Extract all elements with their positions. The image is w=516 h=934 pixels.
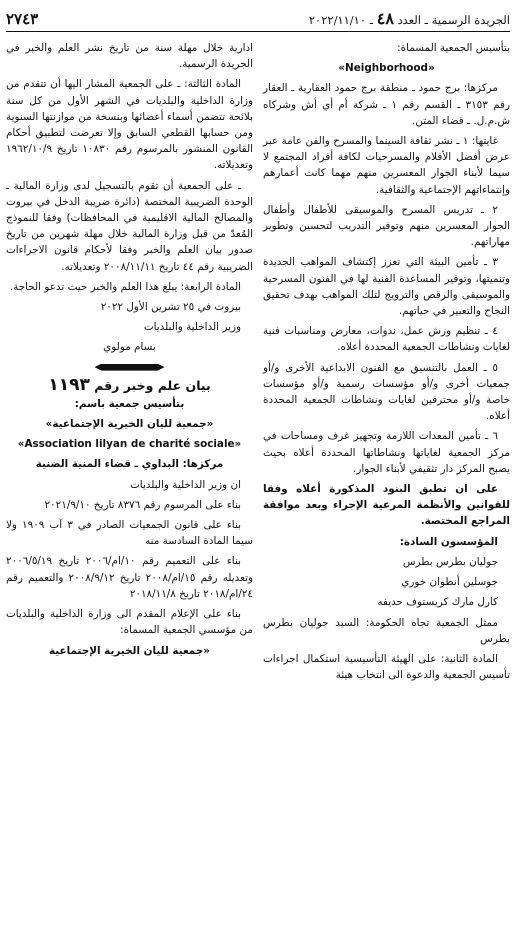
journal-title (309, 9, 510, 28)
minister-name: بسام مولوي (103, 341, 156, 354)
condition-text: على ان تطبق البنود المذكورة أعلاه وفقا للقوانين والأنظمة المرعية الإجراء وبعد موافقة المراجع المختصة. (263, 483, 510, 528)
representative: ممثل الجمعية تجاه الحكومة: السيد جوليان بطرس بطرس (263, 616, 510, 645)
notice-number: ١١٩٣ (48, 374, 90, 395)
goal-6: ٦ ـ تأمين المعدات اللازمة وتجهيز غرف ومساحات في مركز الجمعية لغاياتها ونشاطاتها المحددة أعلاه بحيث يصبح المركز دار تثقيفي لأبناء الجوار. (263, 430, 510, 475)
issue-number: ٤٨ (376, 9, 394, 28)
founder-1: جوليان بطرس بطرس (402, 555, 498, 568)
left-column (6, 40, 253, 687)
minister-intro: ان وزير الداخلية والبلديات (130, 478, 241, 491)
journal-name: الجريدة الرسمية ـ العدد (397, 13, 510, 27)
notice-title (6, 374, 253, 395)
basis-1: بناء على المرسوم رقم ٨٣٧٦ تاريخ ٢٠٢١/٩/١٠ (44, 498, 241, 511)
continued-text: ادارية خلال مهلة سنة من تاريخ نشر العلم والخبر في الجريدة الرسمية. (6, 42, 253, 71)
goal-5: ٥ ـ العمل بالتنسيق مع الفنون الابداعية الأخرى و/أو جمعيات أخرى و/أو مؤسسات رسمية و/أو مؤسسات خاصة و/أو محترفين لغايات ونشاطات الجمعية المحددة أعلاه. (263, 361, 510, 423)
basis-4: بناء على الإعلام المقدم الى وزارة الداخلية والبلديات من مؤسسي الجمعية المسماة: (6, 608, 253, 637)
seat-text: مركزها: برج حمود ـ منطقة برج حمود العقارية ـ العقار رقم ٣١٥٣ ـ القسم رقم ١ ـ شركة أم أي أش وشركاه ش.م.ل. ـ قضاء المتن. (263, 82, 510, 127)
founder-2: جوسلين أنطوان خوري (401, 576, 498, 589)
basis-3: بناء على التعميم رقم ١٠/ام/٢٠٠٦ تاريخ ٢٠٠٦/٥/١٩ وتعديله رقم ١٥/ام/٢٠٠٨ تاريخ ٢٠٠٨/٩/١٢ والتعميم رقم ٢٤/ام/٢٠١٨ تاريخ ٢٠١٨/١١/٨ (6, 555, 253, 600)
article-3: المادة الثالثة: ـ على الجمعية المشار اليها أن تتقدم من وزارة الداخلية والبلديات في الشهر الأول من كل سنة بلائحة تتضمن أسماء أعضائها وبنسخة من موازنتها السنوية ومن حسابها القطعي السابق وإلا تعرضت لتطبيق أحكام القانون المنشور بالمرسوم رقم ١٠٨٣٠ تاريخ ١٩٦٢/١٠/٩ وتعديلاته. (6, 78, 253, 172)
founder-3: كارل مارك كريستوف حديفه (377, 596, 498, 609)
association-name: «Neighborhood» (338, 62, 435, 75)
goal-3: ٣ ـ تأمين البيئة التي تعزز إكتشاف المواهب الجديدة وتنميتها، وتوفير المساعدة الفنية لها في الفنون المسرحية والموسيقى والرقص والترويج لتلك المواهب بهدف تحقيق النجاح والتعبير في حياتهم. (263, 256, 510, 318)
association-name-fr: «Association lilyan de charité sociale» (17, 438, 242, 451)
goal-2: ٢ ـ تدريس المسرح والموسيقى للأطفال وأطفال الجوار المعسرين منهم وتوفير التدريب لتحسين وتطوير مهاراتهم. (263, 203, 510, 249)
intro-text: بتأسيس الجمعية المسماة: (397, 42, 510, 54)
minister-title: وزير الداخلية والبلديات (143, 321, 241, 334)
association-seat: مركزها: البداوي ـ قضاء المنية الضنية (35, 458, 224, 471)
association-name-ar-2: «جمعية لليان الخيرية الإجتماعية (49, 644, 210, 657)
finance-registration: ـ على الجمعية أن تقوم بالتسجيل لدى وزارة المالية ـ الوحدة الضريبية المختصة (دائرة ضريبة الدخل في بيروت والمصالح المالية الاقليمية في المحافظات) وفقا للنموذج المُعدّ من قبل وزارة المالية خلال مهلة شهرين من تاريخ صدور بيان العلم والخبر وفقا لأحكام قانون الاجراءات الضريبية رقم ٤٤ تاريخ ٢٠٠٨/١١/١١ وتعديلاته. (6, 179, 253, 273)
notice-prefix: بيان علم وخبر رقم (94, 377, 211, 393)
place-date: بيروت في ٢٥ تشرين الأول ٢٠٢٢ (100, 301, 241, 314)
article-2: المادة الثانية: على الهيئة التأسيسية استكمال اجراءات تأسيس الجمعية والدعوة الى انتخاب هيئة (263, 652, 510, 682)
page-header (6, 6, 510, 32)
issue-date: ـ ٢٠٢٢/١١/١٠ (308, 13, 374, 27)
page-number: ٢٧٤٣ (6, 10, 39, 28)
article-4: المادة الرابعة: يبلغ هذا العلم والخبر حيث تدعو الحاجة. (9, 280, 241, 293)
right-column (263, 40, 510, 687)
goal-1: غايتها: ١ ـ نشر ثقافة السينما والمسرح والفن عامة عبر عرض أفضل الأفلام والمسرحيات لكافة أفراد المجتمع لا سيما لأبناء الجوار المعسرين منهم مهما كانت أعمارهم وإنتماءاتهم الإجتماعية والثقافية. (263, 135, 510, 196)
columns (6, 40, 510, 687)
goal-4: ٤ ـ تنظيم ورش عمل، ندوات، معارض ومناسبات فنية لغايات ونشاطات الجمعية المحددة أعلاه. (263, 325, 510, 354)
founders-label: المؤسسون السادة: (399, 535, 498, 548)
basis-2: بناء على قانون الجمعيات الصادر في ٣ آب ١٩٠٩ ولا سيما المادة السادسة منه (6, 519, 253, 548)
section-divider (95, 364, 165, 371)
notice-subtitle: بتأسيس جمعية باسم: (74, 397, 185, 410)
association-name-ar: «جمعية لليان الخيرية الإجتماعية» (45, 418, 214, 431)
